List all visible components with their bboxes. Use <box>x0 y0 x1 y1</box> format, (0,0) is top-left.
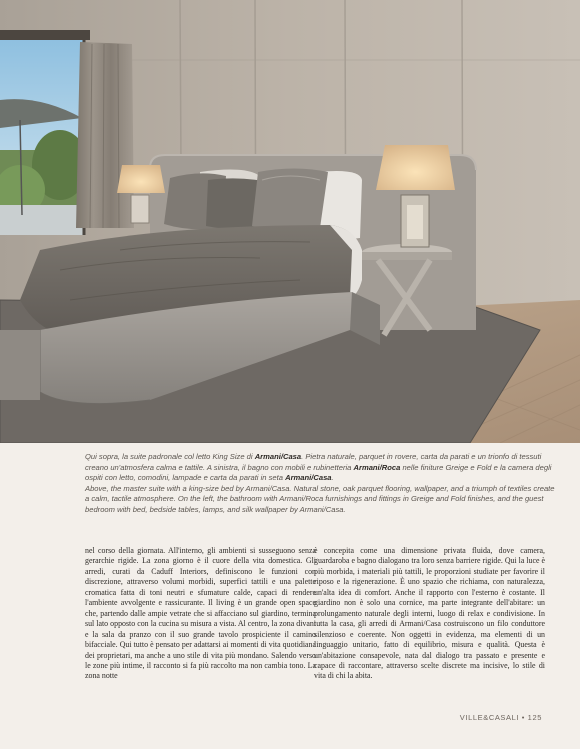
caption-brand-armani-casa: Armani/Casa <box>254 452 302 461</box>
caption-italian-part-3: nelle finiture Greige e Fold e la camera degli ospiti con letto, comodini, lampade e carta da parati in seta <box>85 462 552 483</box>
caption-brand-armani-casa-2: Armani/Casa <box>285 473 332 483</box>
photo-caption <box>85 452 555 516</box>
caption-italian <box>85 452 555 484</box>
page-folio: VILLE&CASALI • 125 <box>459 713 542 722</box>
caption-italian-part-4: . <box>331 473 334 483</box>
caption-italian-part-2: . Pietra naturale, parquet in rovere, carta da parati e un trionfo di tessuti creano un'atmosfera calma e tattile. A sinistra, il bagno con mobili e rubinetteria <box>85 452 542 472</box>
body-column-right: è concepita come una dimensione privata fluida, dove camera, guardaroba e bagno dialogano tra loro senza barriere rigide. Qui la luce è più morbida, i materiali più tattili, le proporzioni studiate per favorire il riposo e la rigenerazione. È uno spazio che richiama, con naturalezza, un'alta idea di comfort. Anche il rapporto con l'esterno è costante. Il giardino non è solo una cornice, ma parte integrante dell'abitare: un prolungamento naturale degli interni, luogo di relax e condivisione. In tutta la casa, gli arredi di Armani/Casa costruiscono un filo conduttore silenzioso e coerente. Non oggetti in evidenza, ma elementi di un linguaggio unitario, fatto di equilibrio, misura e qualità. Questa è un'abitazione consapevole, nata dal dialogo tra passato e presente e capace di raccontare, attraverso scelte discrete ma incisive, lo stile di vita di chi la abita. <box>314 546 545 681</box>
caption-english: Above, the master suite with a king-size bed by Armani/Casa. Natural stone, oak parquet flooring, wallpaper, and a triumph of textiles create a calm, tactile atmosphere. On the left, the bathroom with Armani/Roca furnishings and fittings in Greige and Fold finishes, and the guest bedroom with bed, bedside tables, lamps, and silk wallpaper by Armani/Casa. <box>85 483 555 514</box>
body-column-left: nel corso della giornata. All'interno, gli ambienti si susseguono senza gerarchie rigide. La zona giorno è il cuore della vita domestica. Gli arredi, curati da Caduff Interiors, definiscono le funzioni con discrezione, attraverso volumi morbidi, superfici tattili e una palette cromatica fatta di toni neutri e sfumature calde, capaci di rendere l'ambiente avvolgente e rassicurante. Il living è un grande open space che, partendo dalle ampie vetrate che si affacciano sul giardino, termina sul lato opposto con la cucina su misura a vista. Al centro, la zona divani e la sala da pranzo con il suo grande tavolo prospiciente il camino bifacciale. Qui tutto è pensato per adattarsi ai momenti di vita quotidiana dei proprietari, ma anche a uno stile di vita più mondano. Salendo verso le zone più intime, il racconto si fa più raccolto ma non cambia tono. La zona notte <box>85 546 316 681</box>
caption-brand-armani-roca: Armani/Roca <box>353 462 401 472</box>
caption-italian-part-1: Qui sopra, la suite padronale col letto King Size di <box>85 452 255 461</box>
